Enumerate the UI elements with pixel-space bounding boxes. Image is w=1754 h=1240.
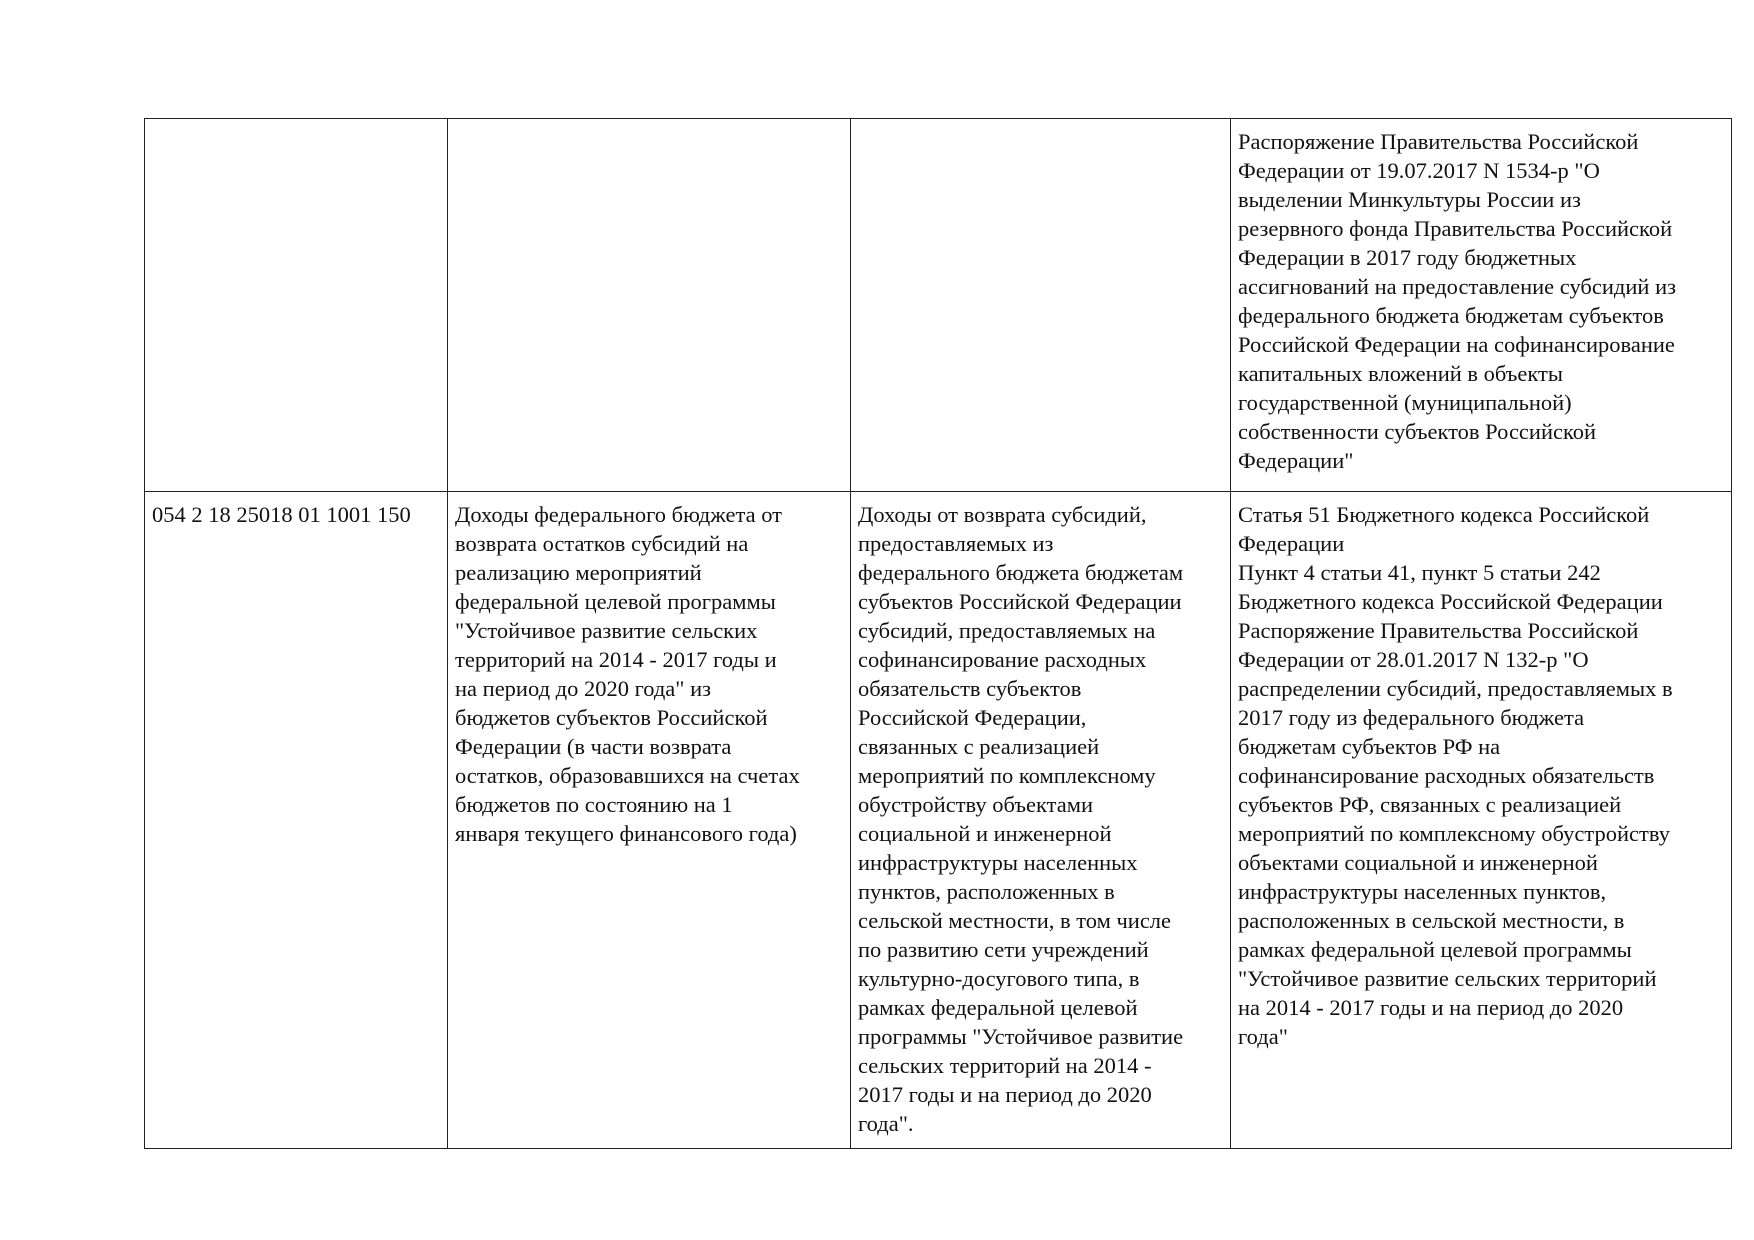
income-description-cell [851,492,1231,1149]
income-name-text: Доходы федерального бюджета от возврата остатков субсидий на реализацию мероприятий федеральной целевой программы "Устойчивое развитие сельских территорий на 2014 - 2017 годы и на период до 2020 года" из бюджетов субъектов Российской Федерации (в части возврата остатков, образовавшихся на счетах бюджетов по состоянию на 1 января текущего финансового года) [455,502,800,846]
budget-code-cell [145,119,448,492]
budget-income-table [144,118,1732,1149]
income-description-cell [851,119,1231,492]
legal-basis-text: Статья 51 Бюджетного кодекса Российской Федерации Пункт 4 статьи 41, пункт 5 статьи 242 Бюджетного кодекса Российской Федерации Распоряжение Правительства Российской Федерации от 28.01.2017 N 132-р "О распределении субсидий, предоставляемых в 2017 году из федерального бюджета бюджетам субъектов РФ на софинансирование расходных обязательств субъектов РФ, связанных с реализацией мероприятий по комплексному обустройству объектами социальной и инженерной инфраструктуры населенных пунктов, расположенных в сельской местности, в рамках федеральной целевой программы "Устойчивое развитие сельских территорий на 2014 - 2017 годы и на период до 2020 года" [1238,502,1673,1049]
legal-basis-text: Распоряжение Правительства Российской Федерации от 19.07.2017 N 1534-р "О выделении Минкультуры России из резервного фонда Правительства Российской Федерации в 2017 году бюджетных ассигнований на предоставление субсидий из федерального бюджета бюджетам субъектов Российской Федерации на софинансирование капитальных вложений в объекты государственной (муниципальной) собственности субъектов Российской Федерации" [1238,129,1676,473]
legal-basis-cell [1231,492,1732,1149]
budget-code-cell [145,492,448,1149]
income-name-cell [448,492,851,1149]
legal-basis-cell [1231,119,1732,492]
budget-code-text: 054 2 18 25018 01 1001 150 [152,502,411,527]
table-row [145,492,1732,1149]
income-name-cell [448,119,851,492]
income-description-text: Доходы от возврата субсидий, предоставляемых из федерального бюджета бюджетам субъектов Российской Федерации субсидий, предоставляемых на софинансирование расходных обязательств субъектов Российской Федерации, связанных с реализацией мероприятий по комплексному обустройству объектами социальной и инженерной инфраструктуры населенных пунктов, расположенных в сельской местности, в том числе по развитию сети учреждений культурно-досугового типа, в рамках федеральной целевой программы "Устойчивое развитие сельских территорий на 2014 - 2017 годы и на период до 2020 года". [858,502,1184,1136]
table-row [145,119,1732,492]
